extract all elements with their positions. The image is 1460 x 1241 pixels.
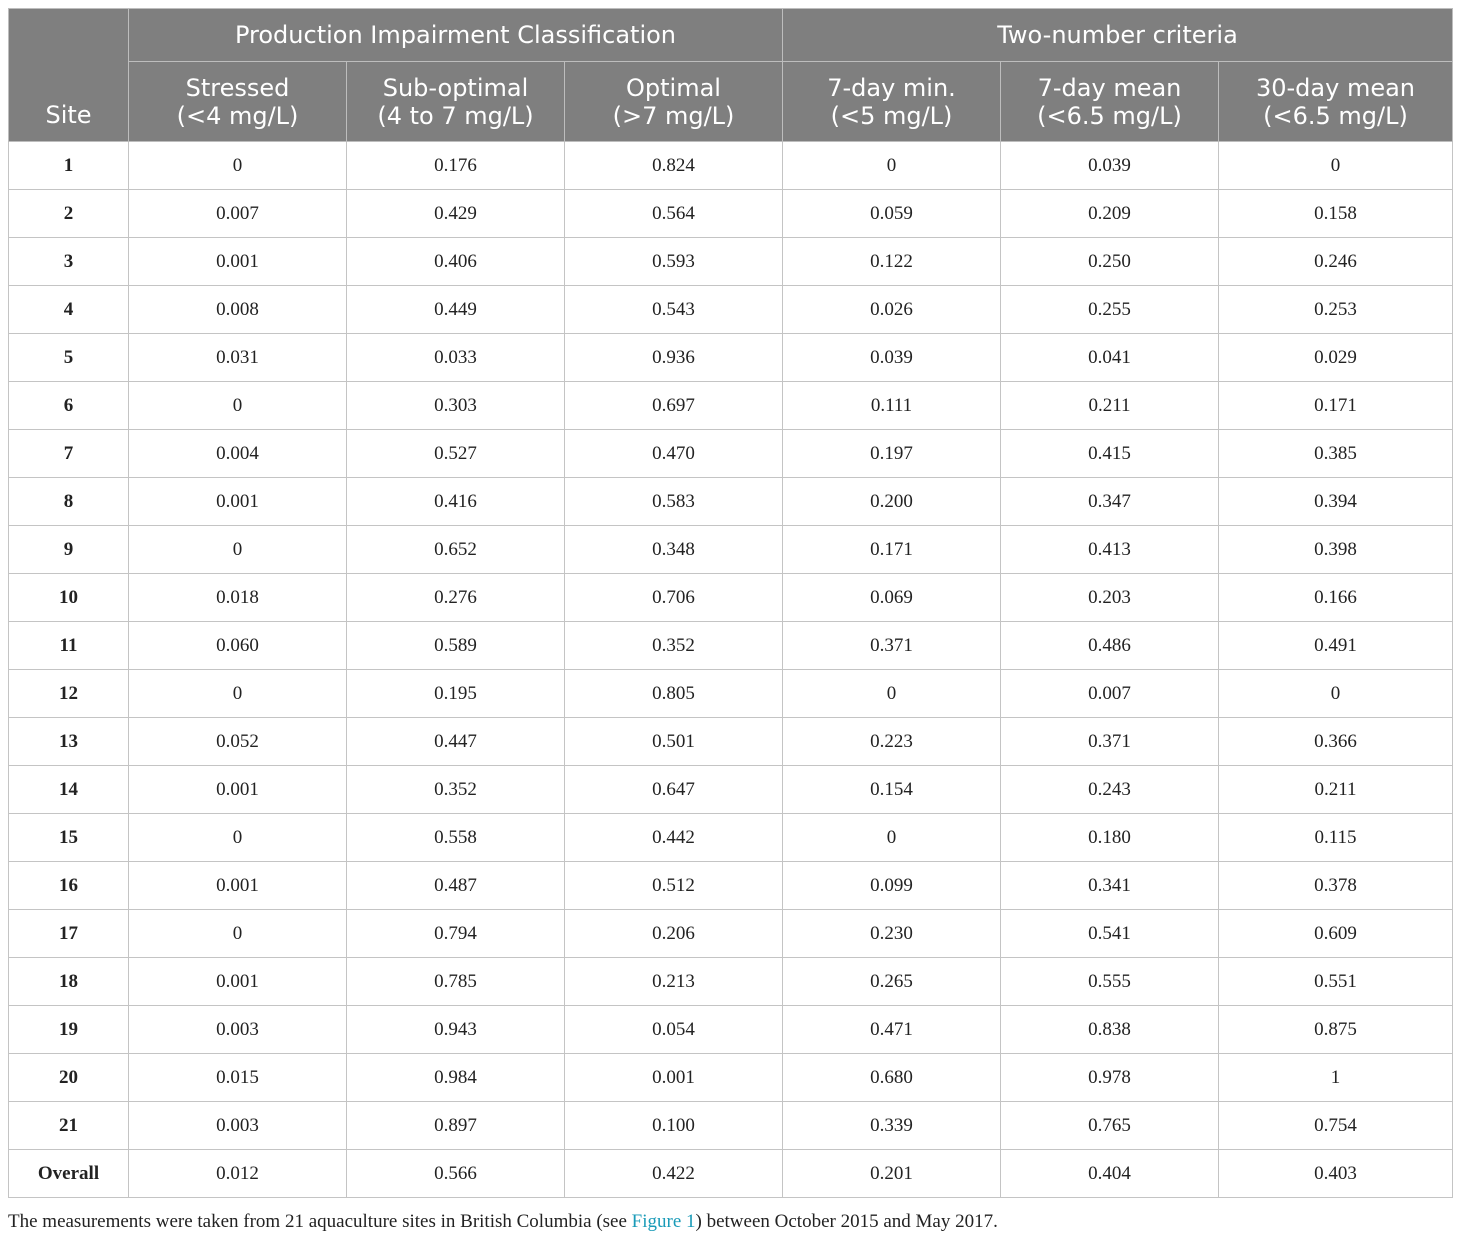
value-cell: 0.059: [783, 190, 1001, 238]
value-cell: 0.054: [565, 1006, 783, 1054]
table-row: [9, 1054, 1453, 1102]
table-row: [9, 1006, 1453, 1054]
value-cell: 0.551: [1219, 958, 1453, 1006]
site-cell: 12: [9, 670, 129, 718]
value-cell: 0.371: [783, 622, 1001, 670]
column-header-range: (>7 mg/L): [612, 101, 735, 130]
value-cell: 0.012: [129, 1150, 347, 1198]
table-row: [9, 430, 1453, 478]
site-cell: 3: [9, 238, 129, 286]
value-cell: 0.339: [783, 1102, 1001, 1150]
value-cell: 0.415: [1001, 430, 1219, 478]
value-cell: 0.486: [1001, 622, 1219, 670]
table-row: [9, 574, 1453, 622]
site-cell: 4: [9, 286, 129, 334]
value-cell: 0.206: [565, 910, 783, 958]
value-cell: 0.171: [1219, 382, 1453, 430]
value-cell: 0: [1219, 670, 1453, 718]
table-row: [9, 766, 1453, 814]
site-cell: 6: [9, 382, 129, 430]
value-cell: 0.171: [783, 526, 1001, 574]
value-cell: 0.001: [129, 478, 347, 526]
value-cell: 0.875: [1219, 1006, 1453, 1054]
value-cell: 0.754: [1219, 1102, 1453, 1150]
value-cell: 0.303: [347, 382, 565, 430]
value-cell: 0.697: [565, 382, 783, 430]
value-cell: 0.785: [347, 958, 565, 1006]
column-header-title: 7-day min.: [827, 73, 956, 102]
value-cell: 0: [783, 814, 1001, 862]
column-header-range: (<6.5 mg/L): [1037, 101, 1182, 130]
site-cell: 14: [9, 766, 129, 814]
value-cell: 0.398: [1219, 526, 1453, 574]
table-row: [9, 190, 1453, 238]
value-cell: 0.203: [1001, 574, 1219, 622]
figure-1-link[interactable]: Figure 1: [631, 1211, 696, 1232]
value-cell: 0.978: [1001, 1054, 1219, 1102]
value-cell: 0.111: [783, 382, 1001, 430]
value-cell: 0.558: [347, 814, 565, 862]
value-cell: 0.447: [347, 718, 565, 766]
site-cell: 19: [9, 1006, 129, 1054]
footnote-text-after: ) between October 2015 and May 2017.: [695, 1211, 998, 1232]
value-cell: 0.018: [129, 574, 347, 622]
value-cell: 0.041: [1001, 334, 1219, 382]
value-cell: 0.001: [565, 1054, 783, 1102]
site-cell: 18: [9, 958, 129, 1006]
value-cell: 0.166: [1219, 574, 1453, 622]
column-header-title: Optimal: [626, 73, 721, 102]
value-cell: 0: [129, 526, 347, 574]
value-cell: 0.003: [129, 1006, 347, 1054]
footnote-text-before: The measurements were taken from 21 aquaculture sites in British Columbia (see: [8, 1211, 632, 1232]
value-cell: 0.052: [129, 718, 347, 766]
value-cell: 0.211: [1001, 382, 1219, 430]
value-cell: 0.347: [1001, 478, 1219, 526]
value-cell: 0.589: [347, 622, 565, 670]
value-cell: 0: [129, 382, 347, 430]
value-cell: 0.029: [1219, 334, 1453, 382]
value-cell: 0: [129, 910, 347, 958]
table-row: [9, 718, 1453, 766]
value-cell: 0.652: [347, 526, 565, 574]
value-cell: 0.122: [783, 238, 1001, 286]
value-cell: 0.470: [565, 430, 783, 478]
value-cell: 0.007: [129, 190, 347, 238]
value-cell: 0.794: [347, 910, 565, 958]
site-column-header: Site: [9, 9, 129, 142]
value-cell: 0.943: [347, 1006, 565, 1054]
value-cell: 0.001: [129, 862, 347, 910]
value-cell: 0.026: [783, 286, 1001, 334]
value-cell: 0.936: [565, 334, 783, 382]
value-cell: 0.200: [783, 478, 1001, 526]
table-row: [9, 382, 1453, 430]
site-cell: 2: [9, 190, 129, 238]
value-cell: 0.487: [347, 862, 565, 910]
table-row: [9, 286, 1453, 334]
value-cell: 0.352: [565, 622, 783, 670]
table-row: [9, 910, 1453, 958]
value-cell: 0.897: [347, 1102, 565, 1150]
value-cell: 0.512: [565, 862, 783, 910]
site-cell: Overall: [9, 1150, 129, 1198]
column-header-title: 30-day mean: [1255, 73, 1416, 102]
value-cell: 0.265: [783, 958, 1001, 1006]
value-cell: 0.404: [1001, 1150, 1219, 1198]
value-cell: 0.001: [129, 766, 347, 814]
table-row: [9, 526, 1453, 574]
column-header-range: (<6.5 mg/L): [1263, 101, 1408, 130]
value-cell: 0.255: [1001, 286, 1219, 334]
column-header-title: Stressed: [185, 73, 290, 102]
value-cell: 0: [129, 670, 347, 718]
column-header: [347, 62, 565, 142]
site-cell: 16: [9, 862, 129, 910]
value-cell: 0.039: [783, 334, 1001, 382]
value-cell: 0.413: [1001, 526, 1219, 574]
column-header-range: (<5 mg/L): [830, 101, 953, 130]
table-header: [9, 9, 1453, 142]
table-row: [9, 814, 1453, 862]
value-cell: 0.706: [565, 574, 783, 622]
value-cell: 0.246: [1219, 238, 1453, 286]
column-header: [1001, 62, 1219, 142]
value-cell: 0.001: [129, 238, 347, 286]
site-cell: 13: [9, 718, 129, 766]
value-cell: 0.348: [565, 526, 783, 574]
site-cell: 11: [9, 622, 129, 670]
group-header-production-impairment: Production Impairment Classification: [129, 9, 783, 62]
value-cell: 0.564: [565, 190, 783, 238]
table-row: [9, 478, 1453, 526]
value-cell: 0.341: [1001, 862, 1219, 910]
value-cell: 0.566: [347, 1150, 565, 1198]
value-cell: 0.158: [1219, 190, 1453, 238]
value-cell: 0.003: [129, 1102, 347, 1150]
data-table: [8, 8, 1453, 1198]
group-header-row: [9, 9, 1453, 62]
value-cell: 0.176: [347, 142, 565, 190]
value-cell: 0.115: [1219, 814, 1453, 862]
value-cell: 0.385: [1219, 430, 1453, 478]
value-cell: 0.154: [783, 766, 1001, 814]
table-footnote: [8, 1211, 998, 1233]
site-cell: 5: [9, 334, 129, 382]
value-cell: 0.033: [347, 334, 565, 382]
value-cell: 0: [1219, 142, 1453, 190]
site-cell: 21: [9, 1102, 129, 1150]
site-cell: 1: [9, 142, 129, 190]
value-cell: 0.422: [565, 1150, 783, 1198]
value-cell: 0.984: [347, 1054, 565, 1102]
value-cell: 0.491: [1219, 622, 1453, 670]
value-cell: 0.060: [129, 622, 347, 670]
table-row: [9, 670, 1453, 718]
value-cell: 0.593: [565, 238, 783, 286]
value-cell: 0.647: [565, 766, 783, 814]
value-cell: 0.180: [1001, 814, 1219, 862]
value-cell: 0.352: [347, 766, 565, 814]
value-cell: 0.366: [1219, 718, 1453, 766]
value-cell: 0.429: [347, 190, 565, 238]
value-cell: 0.680: [783, 1054, 1001, 1102]
value-cell: 0: [783, 670, 1001, 718]
value-cell: 0.195: [347, 670, 565, 718]
value-cell: 0.471: [783, 1006, 1001, 1054]
value-cell: 0: [129, 814, 347, 862]
table-row: [9, 1150, 1453, 1198]
value-cell: 0.403: [1219, 1150, 1453, 1198]
value-cell: 0.253: [1219, 286, 1453, 334]
value-cell: 0.805: [565, 670, 783, 718]
value-cell: 0.543: [565, 286, 783, 334]
value-cell: 0.069: [783, 574, 1001, 622]
column-header-title: 7-day mean: [1037, 73, 1182, 102]
column-header-range: (<4 mg/L): [176, 101, 299, 130]
site-cell: 20: [9, 1054, 129, 1102]
value-cell: 0.541: [1001, 910, 1219, 958]
table-row: [9, 862, 1453, 910]
column-header: [1219, 62, 1453, 142]
table-row: [9, 1102, 1453, 1150]
value-cell: 0.501: [565, 718, 783, 766]
site-cell: 8: [9, 478, 129, 526]
value-cell: 0.243: [1001, 766, 1219, 814]
value-cell: 0.007: [1001, 670, 1219, 718]
value-cell: 0: [783, 142, 1001, 190]
table-row: [9, 622, 1453, 670]
value-cell: 0.197: [783, 430, 1001, 478]
value-cell: 0.008: [129, 286, 347, 334]
value-cell: 0.394: [1219, 478, 1453, 526]
column-header: [565, 62, 783, 142]
value-cell: 0.223: [783, 718, 1001, 766]
value-cell: 0.211: [1219, 766, 1453, 814]
value-cell: 0.609: [1219, 910, 1453, 958]
site-cell: 10: [9, 574, 129, 622]
column-header: [783, 62, 1001, 142]
value-cell: 1: [1219, 1054, 1453, 1102]
site-cell: 15: [9, 814, 129, 862]
table-row: [9, 958, 1453, 1006]
site-cell: 7: [9, 430, 129, 478]
value-cell: 0.031: [129, 334, 347, 382]
value-cell: 0.004: [129, 430, 347, 478]
value-cell: 0.449: [347, 286, 565, 334]
column-header-title: Sub-optimal: [382, 73, 529, 102]
value-cell: 0.100: [565, 1102, 783, 1150]
value-cell: 0.276: [347, 574, 565, 622]
value-cell: 0.583: [565, 478, 783, 526]
value-cell: 0.015: [129, 1054, 347, 1102]
table-row: [9, 142, 1453, 190]
table-row: [9, 238, 1453, 286]
value-cell: 0.824: [565, 142, 783, 190]
value-cell: 0.201: [783, 1150, 1001, 1198]
column-header-range: (4 to 7 mg/L): [377, 101, 534, 130]
value-cell: 0.442: [565, 814, 783, 862]
value-cell: 0.406: [347, 238, 565, 286]
value-cell: 0.416: [347, 478, 565, 526]
value-cell: 0.099: [783, 862, 1001, 910]
value-cell: 0.001: [129, 958, 347, 1006]
site-cell: 17: [9, 910, 129, 958]
value-cell: 0.209: [1001, 190, 1219, 238]
value-cell: 0.378: [1219, 862, 1453, 910]
table-row: [9, 334, 1453, 382]
table-body: [9, 142, 1453, 1198]
column-header: [129, 62, 347, 142]
value-cell: 0.039: [1001, 142, 1219, 190]
value-cell: 0.527: [347, 430, 565, 478]
value-cell: 0.765: [1001, 1102, 1219, 1150]
value-cell: 0.230: [783, 910, 1001, 958]
value-cell: 0.250: [1001, 238, 1219, 286]
value-cell: 0: [129, 142, 347, 190]
value-cell: 0.371: [1001, 718, 1219, 766]
group-header-two-number-criteria: Two-number criteria: [783, 9, 1453, 62]
value-cell: 0.838: [1001, 1006, 1219, 1054]
value-cell: 0.213: [565, 958, 783, 1006]
value-cell: 0.555: [1001, 958, 1219, 1006]
column-header-row: [9, 62, 1453, 142]
site-cell: 9: [9, 526, 129, 574]
